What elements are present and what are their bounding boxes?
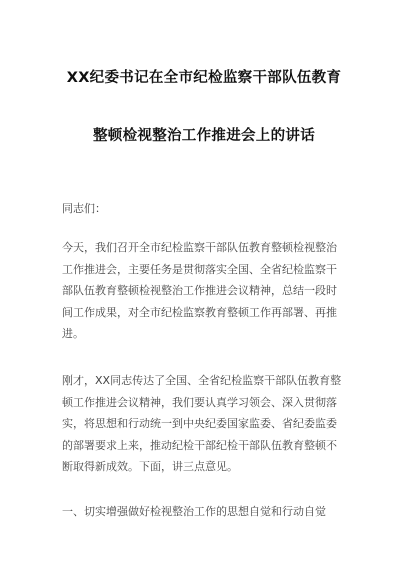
salutation: 同志们： (62, 202, 106, 215)
paragraph-1-line: 间工作成果，对全市纪检监察教育整顿工作再部署、再推 (62, 305, 337, 319)
paragraph-2-line: 刚才，XX同志传达了全国、全省纪检监察干部队伍教育整 (62, 374, 342, 387)
paragraph-1-line: 进。 (62, 327, 84, 341)
document-title-line-1: XX纪委书记在全市纪检监察干部队伍教育 (66, 70, 342, 86)
document-title-line-2: 整顿检视整治工作推进会上的讲话 (93, 128, 315, 144)
paragraph-2-line: 断取得新成效。下面，讲三点意见。 (62, 460, 238, 474)
section-heading-1: 一、切实增强做好检视整治工作的思想自觉和行动自觉 (62, 505, 326, 518)
paragraph-1 (62, 237, 350, 345)
paragraph-1-line: 部队伍教育整顿检视整治工作推进会议精神，总结一段时 (62, 284, 337, 298)
paragraph-2-line: 的部署要求上来，推动纪检干部纪检干部队伍教育整顿不 (62, 438, 337, 452)
paragraph-1-line: 今天，我们召开全市纪检监察干部队伍教育整顿检视整治 (62, 241, 337, 254)
paragraph-2-line: 实，将思想和行动统一到中央纪委国家监委、省纪委监委 (62, 417, 337, 431)
paragraph-1-line: 工作推进会，主要任务是贯彻落实全国、全省纪检监察干 (62, 262, 337, 276)
paragraph-2 (62, 370, 350, 478)
paragraph-2-line: 顿工作推进会议精神，我们要认真学习领会、深入贯彻落 (62, 395, 337, 409)
